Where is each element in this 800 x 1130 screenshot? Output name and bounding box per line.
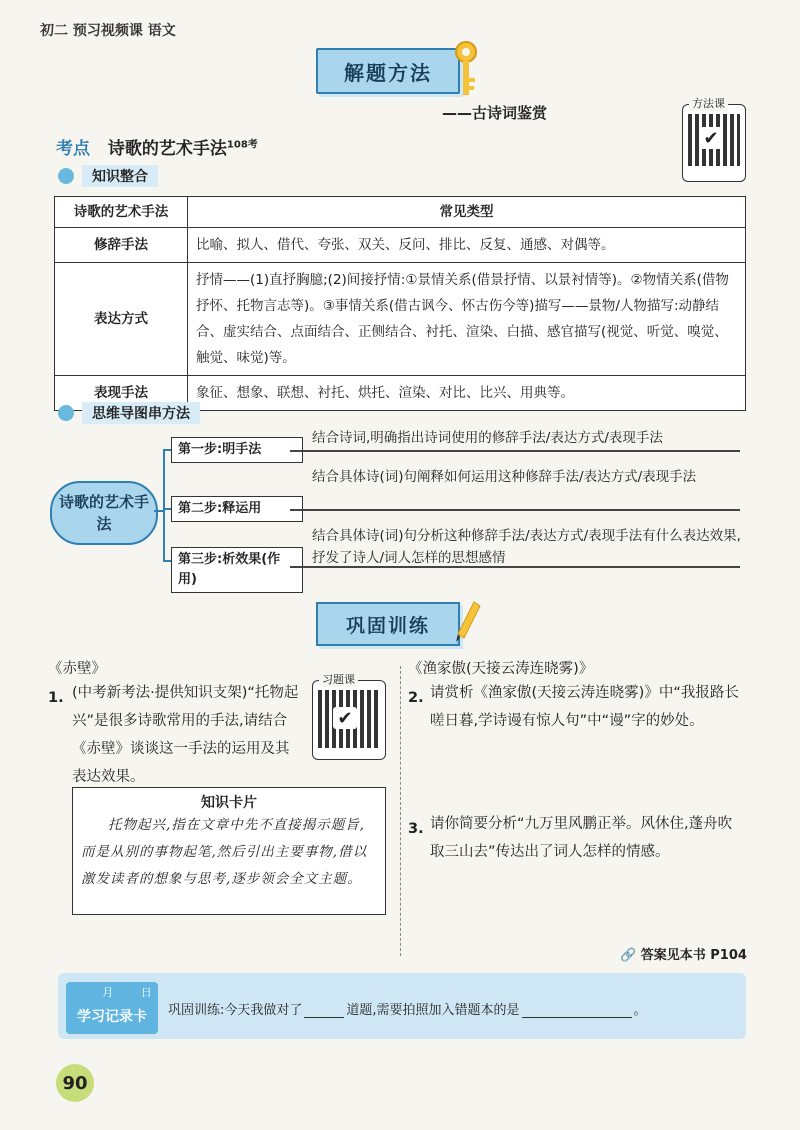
question-1-number: 1. [48,690,64,706]
table-cell-content: 比喻、拟人、借代、夸张、双关、反问、排比、反复、通感、对偶等。 [188,228,746,263]
pencil-icon [452,598,482,642]
record-text-c: 。 [633,1003,647,1018]
knowledge-heading-text: 知识整合 [82,165,158,187]
table-row [55,228,746,263]
left-book-title: 《赤壁》 [48,661,106,677]
table-cell-name: 表达方式 [55,263,188,376]
table-header: 常见类型 [188,197,746,228]
answer-reference [620,944,747,963]
section-title: 解题方法 [316,48,460,94]
connector-line [163,508,171,510]
page-header: 初二 预习视频课 语文 [40,23,176,39]
table-header-row [55,197,746,228]
kaodian-title: 诗歌的艺术手法 [107,139,227,159]
key-icon [452,40,480,98]
mindmap-root: 诗歌的艺术手法 [50,481,158,545]
connector-line [163,449,165,561]
step-2-text: 结合具体诗(词)句阐释如何运用这种修辞手法/表达方式/表现手法 [312,469,697,485]
step-1-box: 第一步:明手法 [171,437,303,463]
table-cell-content: 抒情——(1)直抒胸臆;(2)间接抒情:①景情关系(借景抒情、以景衬情等)。②物情关系(借物抒怀、托物言志等)。③事情关系(借古讽今、怀古伤今等)描写——景物/人物描写:动静结合、虚实结合、点面结合、正侧结合、衬托、渲染、白描、感官描写(视觉、听觉、嗅觉、触觉、味觉)等。 [188,263,746,376]
kaodian-label: 考点 [56,139,90,159]
practice-title: 巩固训练 [316,602,460,646]
record-day: 日 [140,986,152,999]
answer-reference-text: 答案见本书 P104 [640,948,747,963]
step-1-text: 结合诗词,明确指出诗词使用的修辞手法/表达方式/表现手法 [312,430,663,446]
qr-method-label: 方法课 [689,95,728,111]
subtitle: ——古诗词鉴赏 [442,104,548,122]
record-sentence [168,999,647,1018]
table-cell-name: 表现手法 [55,376,188,411]
check-icon: ✔ [699,127,723,149]
question-2-number: 2. [408,690,424,706]
table-cell-name: 修辞手法 [55,228,188,263]
step-2-box: 第二步:释运用 [171,496,303,522]
record-text-a: 巩固训练:今天我做对了 [168,1003,303,1018]
column-divider [400,666,402,956]
knowledge-card [72,787,386,915]
connector-line [163,449,171,451]
record-label: 学习记录卡 [77,1009,147,1025]
qr-exercise-label: 习题课 [319,671,358,687]
link-icon: 🔗 [620,948,637,963]
blank-correct-count[interactable] [304,1017,344,1018]
mindmap-heading-text: 思维导图串方法 [82,402,200,424]
kaodian-count: 108考 [226,139,258,151]
person-icon [58,405,74,421]
check-icon: ✔ [333,707,357,729]
kaodian-heading [56,134,258,159]
study-record-card [66,982,158,1034]
question-2-text: 请赏析《渔家傲(天接云涛连晓雾)》中“我报路长嗟日暮,学诗谩有惊人句”中“谩”字的妙处。 [430,685,739,729]
circle-icon [58,168,74,184]
step-3-text: 结合具体诗(词)句分析这种修辞手法/表达方式/表现手法有什么表达效果,抒发了诗人/词人怎样的思想感情 [312,528,741,566]
table-cell-content: 象征、想象、联想、衬托、烘托、渲染、对比、比兴、用典等。 [188,376,746,411]
question-3-text: 请你简要分析“九万里风鹏正举。风休住,蓬舟吹取三山去”传达出了词人怎样的情感。 [430,816,733,860]
step-1-line [290,450,740,452]
step-3-box: 第三步:析效果(作用) [171,547,303,593]
table-row [55,263,746,376]
question-1-text: (中考新考法·提供知识支架)“托物起兴”是很多诗歌常用的手法,请结合《赤壁》谈谈这一手法的运用及其表达效果。 [72,685,299,785]
knowledge-card-text: 托物起兴,指在文章中先不直接揭示题旨,而是从别的事物起笔,然后引出主要事物,借以激发读者的想象与思考,逐步领会全文主题。 [81,817,368,887]
knowledge-heading [58,165,158,187]
knowledge-card-title: 知识卡片 [201,795,257,811]
right-book-title: 《渔家傲(天接云涛连晓雾)》 [408,661,594,677]
page-number: 90 [56,1064,94,1102]
connector-line [163,560,171,562]
record-month: 月 [102,986,114,999]
knowledge-table [54,196,746,411]
step-2-line [290,509,740,511]
table-header: 诗歌的艺术手法 [55,197,188,228]
qr-exercise[interactable] [312,673,386,760]
qr-method[interactable] [682,97,746,182]
blank-wrong-questions[interactable] [522,1017,632,1018]
record-text-b: 道题,需要拍照加入错题本的是 [346,1003,520,1018]
mindmap-heading [58,402,200,424]
question-3-number: 3. [408,821,424,837]
